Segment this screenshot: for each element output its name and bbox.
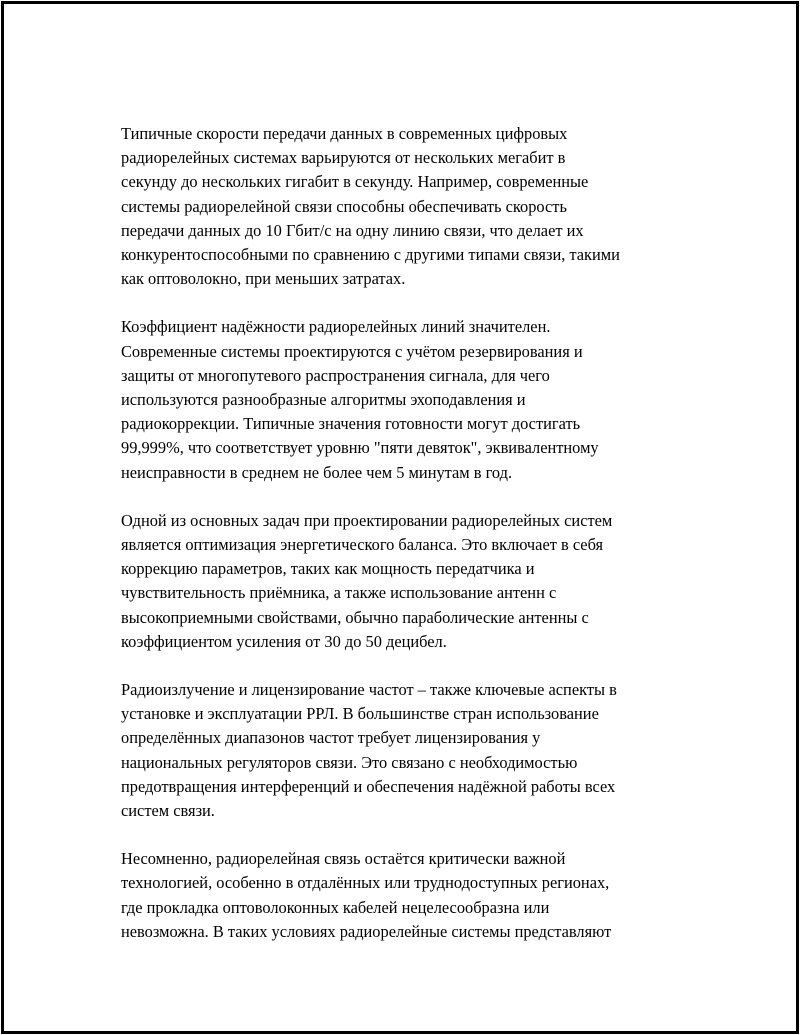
text-line: Одной из основных задач при проектировании радиорелейных систем bbox=[121, 510, 613, 530]
text-line: национальных регуляторов связи. Это связано с необходимостью bbox=[121, 752, 578, 772]
text-line: Современные системы проектируются с учётом резервирования и bbox=[121, 341, 583, 361]
text-line: предотвращения интерференций и обеспечения надёжной работы всех bbox=[121, 776, 616, 796]
paragraph-reliability bbox=[121, 315, 691, 484]
text-line: высокоприемными свойствами, обычно параболические антенны с bbox=[121, 607, 589, 627]
text-line: Типичные скорости передачи данных в современных цифровых bbox=[121, 124, 568, 143]
text-line: радиокоррекции. Типичные значения готовности могут достигать bbox=[121, 414, 581, 434]
text-line: неисправности в среднем не более чем 5 минутам в год. bbox=[121, 462, 513, 482]
text-line: 99,999%, что соответствует уровню "пяти девяток", эквивалентному bbox=[121, 438, 599, 458]
text-line: является оптимизация энергетического баланса. Это включает в себя bbox=[121, 535, 604, 555]
page-frame bbox=[1, 1, 799, 1034]
text-line: определённых диапазонов частот требует лицензирования у bbox=[121, 728, 541, 748]
text-line: чувствительность приёмника, а также использование антенн с bbox=[121, 583, 557, 603]
paragraph-licensing bbox=[121, 678, 691, 823]
text-line: Радиоизлучение и лицензирование частот – также ключевые аспекты в bbox=[121, 680, 617, 700]
document-body bbox=[121, 122, 691, 968]
text-line: как оптоволокно, при меньших затратах. bbox=[121, 269, 406, 289]
text-line: коэффициентом усиления от 30 до 50 децибел. bbox=[121, 631, 447, 651]
text-line: Коэффициент надёжности радиорелейных линий значителен. bbox=[121, 317, 551, 337]
text-line: где прокладка оптоволоконных кабелей нецелесообразна или bbox=[121, 897, 550, 917]
paragraph-energy-balance bbox=[121, 509, 691, 654]
text-line: конкурентоспособными по сравнению с другими типами связи, такими bbox=[121, 245, 620, 265]
text-line: технологией, особенно в отдалённых или труднодоступных регионах, bbox=[121, 873, 610, 893]
text-line: секунду до нескольких гигабит в секунду. Например, современные bbox=[121, 172, 589, 192]
text-line: установке и эксплуатации РРЛ. В большинстве стран использование bbox=[121, 704, 599, 724]
paragraph-conclusion bbox=[121, 847, 691, 944]
text-line: радиорелейных системах варьируются от нескольких мегабит в bbox=[121, 148, 566, 168]
text-line: Несомненно, радиорелейная связь остаётся критически важной bbox=[121, 849, 566, 869]
paragraph-data-rates bbox=[121, 122, 691, 291]
text-line: систем связи. bbox=[121, 801, 215, 821]
text-line: передачи данных до 10 Гбит/с на одну линию связи, что делает их bbox=[121, 220, 584, 240]
text-line: системы радиорелейной связи способны обеспечивать скорость bbox=[121, 196, 567, 216]
text-line: используются разнообразные алгоритмы эхоподавления и bbox=[121, 390, 526, 410]
text-line: коррекцию параметров, таких как мощность передатчика и bbox=[121, 559, 535, 579]
text-line: защиты от многопутевого распространения сигнала, для чего bbox=[121, 365, 550, 385]
text-line: невозможна. В таких условиях радиорелейные системы представляют bbox=[121, 921, 612, 941]
